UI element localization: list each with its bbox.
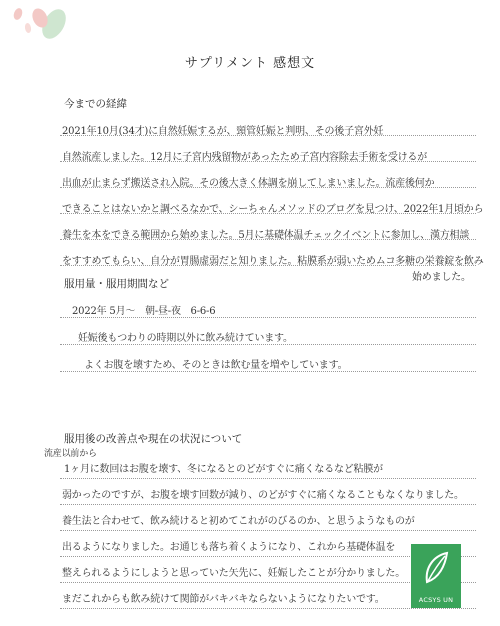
results-line-3: 養生法と合わせて、飲み続けると初めてこれがのびるのか、と思うようなものが (62, 516, 415, 527)
usage-line-2: 妊娠後もつわりの時期以外に飲み続けています。 (78, 333, 293, 344)
history-line-6: をすすめてもらい、自分が胃腸虚弱だと知りました。粘膜系が弱いためムコ多糖の栄養錠を飲み (62, 256, 484, 267)
history-line-3: 出血が止まらず搬送され入院。その後大きく体調を崩してしまいました。流産後何か (62, 178, 435, 189)
results-line-1: 1ヶ月に数回はお腹を壊す、冬になるとのどがすぐに痛くなるなど粘膜が (64, 464, 383, 475)
acsys-un-logo (411, 544, 461, 608)
results-line-6: まだこれからも飲み続けて関節がバキバキならないようになりたいです。 (62, 594, 385, 605)
usage-line-3: よくお腹を壊すため、そのときは飲む量を増やしています。 (84, 360, 348, 371)
page-title: サプリメント 感想文 (184, 56, 316, 71)
history-line-2: 自然流産しました。12月に子宮内残留物があったため子宮内容除去手術を受けるが (62, 152, 428, 163)
results-line-5: 整えられるようにしようと思っていた矢先に、妊娠したことが分かりました。 (62, 568, 405, 579)
usage-heading: 服用量・服用期間など (64, 278, 169, 290)
history-ruled-area (60, 113, 476, 273)
results-heading: 服用後の改善点や現在の状況について (64, 433, 243, 445)
history-line-1: 2021年10月(34才)に自然妊娠するが、頸管妊娠と判明、その後子宮外妊 (62, 126, 384, 137)
results-margin-note: 流産以前から (44, 449, 97, 459)
brand-name: ACSYS UN (418, 596, 454, 604)
leaf-logo-icon (421, 550, 451, 586)
results-line-2: 弱かったのですが、お腹を壊す回数が減り、のどがすぐに痛くなることもなくなりました。 (62, 490, 464, 501)
leaf-decoration-icon (4, 4, 74, 44)
usage-line-1: 2022年 5月～ 朝‐昼‐夜 6‐6‐6 (72, 306, 216, 317)
history-heading: 今までの経緯 (64, 98, 127, 110)
history-line-4: できることはないかと調べるなかで、シーちゃんメソッドのブログを見つけ、2022年1月頃から (62, 204, 484, 215)
history-overflow: 始めました。 (412, 272, 471, 283)
results-line-4: 出るようになりました。お通じも落ち着くようになり、これから基礎体温を (62, 542, 396, 553)
history-line-5: 養生を本をできる範囲から始めました。5月に基礎体温チェックイベントに参加し、漢方相談 (62, 230, 470, 241)
